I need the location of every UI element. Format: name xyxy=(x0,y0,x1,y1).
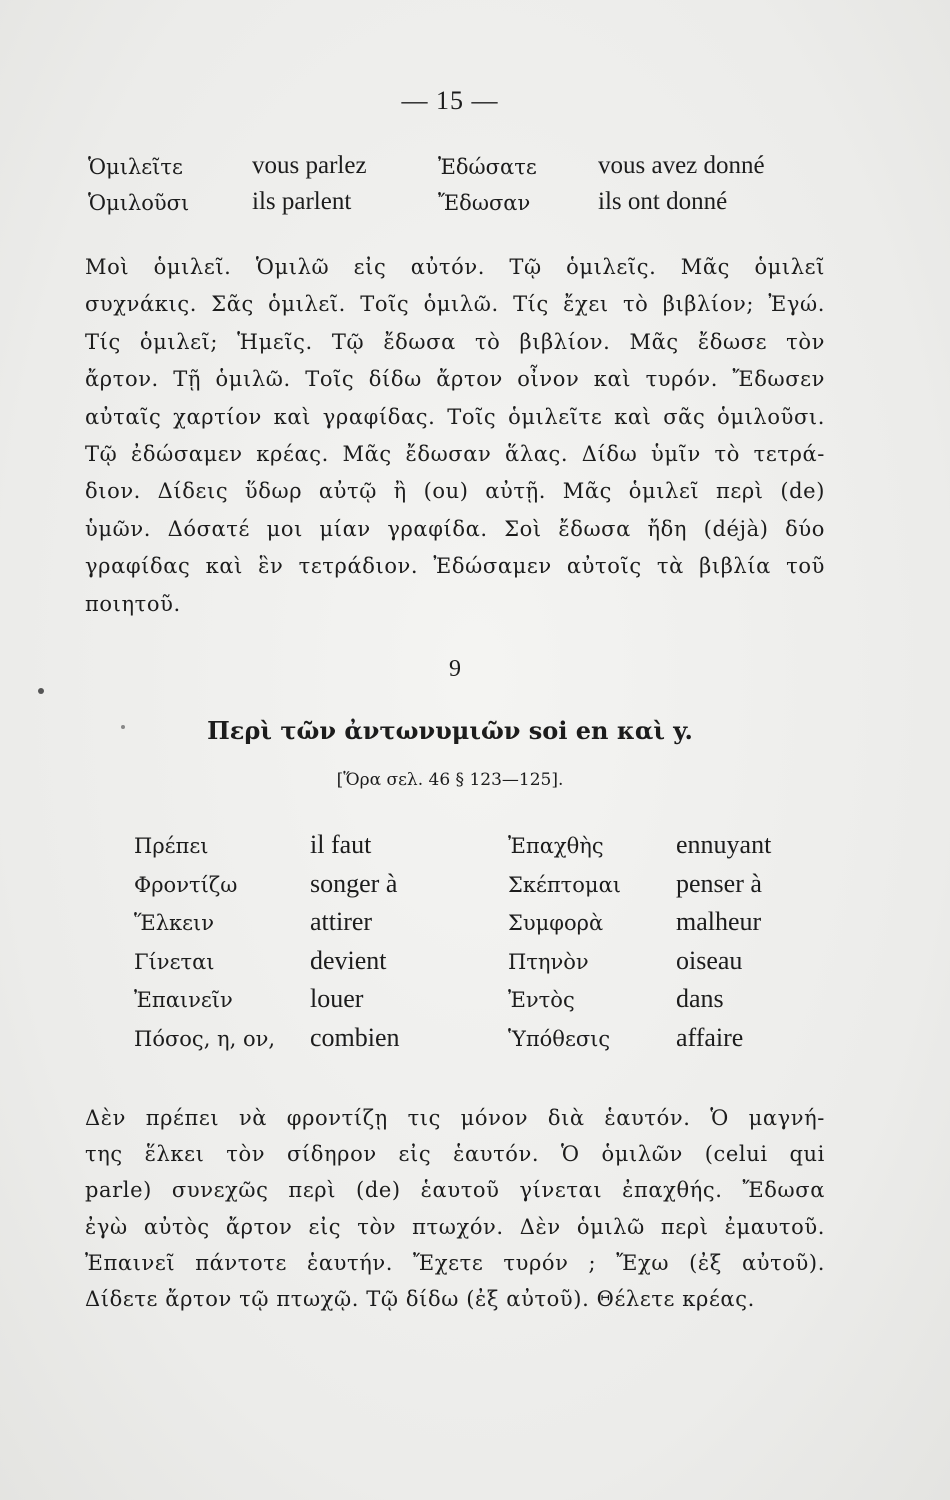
conjugation-row xyxy=(88,152,828,188)
greek-word: Γίνεται xyxy=(134,949,215,974)
text-line: γραφίδας καὶ ἓν τετράδιον. Ἐδώσαμεν αὐτοῖς τὰ βιβλία τοῦ xyxy=(85,554,825,579)
french-word: louer xyxy=(310,984,364,1013)
vocabulary-row xyxy=(134,1023,814,1062)
greek-word: Ἕλκειν xyxy=(134,911,215,935)
french-word: dans xyxy=(676,984,724,1013)
page-number: — 15 — xyxy=(401,86,499,115)
vocabulary-row xyxy=(134,946,814,985)
text-line: ἄρτον. Τῇ ὁμιλῶ. Τοῖς δίδω ἄρτον οἶνον καὶ τυρόν. Ἔδωσεν xyxy=(85,367,825,392)
greek-word: Ἐπαχθὴς xyxy=(508,834,604,858)
french-word: affaire xyxy=(676,1022,744,1052)
greek-word: Συμφορὰ xyxy=(508,911,604,935)
greek-word: Πτηνὸν xyxy=(508,949,589,974)
text-line: ποιητοῦ. xyxy=(85,591,181,616)
french-word: il faut xyxy=(310,830,372,859)
french-word: devient xyxy=(310,945,387,975)
french-word: penser à xyxy=(676,868,762,898)
vocabulary-table xyxy=(134,830,814,1061)
greek-word: Ἐντὸς xyxy=(508,988,575,1012)
text-line: Τῷ ἐδώσαμεν κρέας. Μᾶς ἔδωσαν ἅλας. Δίδω ὑμῖν τὸ τετρά- xyxy=(85,442,825,467)
text-line: Ἐπαινεῖ πάντοτε ἑαυτήν. Ἔχετε τυρόν ; Ἔχω (ἐξ αὐτοῦ). xyxy=(85,1250,825,1275)
french-word: malheur xyxy=(676,907,762,936)
french-word: ennuyant xyxy=(676,830,772,859)
french-translation: vous parlez xyxy=(252,152,367,179)
greek-word: Πόσος, η, ον, xyxy=(134,1026,276,1051)
french-word: songer à xyxy=(310,868,398,898)
vocabulary-row xyxy=(134,869,814,908)
greek-form: Ἐδώσατε xyxy=(438,155,537,179)
ink-spot xyxy=(38,688,44,694)
text-line: ὑμῶν. Δόσατέ μοι μίαν γραφίδα. Σοὶ ἔδωσα ἤδη (déjà) δύο xyxy=(85,516,825,541)
greek-word: Σκέπτομαι xyxy=(508,872,621,897)
text-line: συχνάκις. Σᾶς ὁμιλεῖ. Τοῖς ὁμιλῶ. Τίς ἔχει τὸ βιβλίον; Ἐγώ. xyxy=(85,292,825,317)
vocabulary-row xyxy=(134,830,814,869)
french-translation: ils parlent xyxy=(252,188,352,215)
french-word: attirer xyxy=(310,907,373,936)
conjugation-row xyxy=(88,188,828,224)
text-line: parle) συνεχῶς περὶ (de) ἑαυτοῦ γίνεται ἐπαχθής. Ἔδωσα xyxy=(85,1178,825,1203)
section-reference: [Ὅρα σελ. 46 § 123—125]. xyxy=(336,770,564,790)
greek-form: Ὁμιλεῖτε xyxy=(88,155,183,179)
greek-word: Ὑπόθεσις xyxy=(508,1026,611,1051)
exercise-paragraph-1 xyxy=(85,249,825,623)
conjugation-pairs xyxy=(88,152,828,224)
french-translation: vous avez donné xyxy=(598,152,765,179)
greek-word: Πρέπει xyxy=(134,834,209,858)
vocabulary-row xyxy=(134,984,814,1023)
french-translation: ils ont donné xyxy=(598,188,728,215)
text-line: αὐταῖς χαρτίον καὶ γραφίδας. Τοῖς ὁμιλεῖτε καὶ σᾶς ὁμιλοῦσι. xyxy=(85,404,825,429)
greek-word: Φροντίζω xyxy=(134,872,238,897)
text-line: ἐγὼ αὐτὸς ἄρτον εἰς τὸν πτωχόν. Δὲν ὁμιλῶ περὶ ἐμαυτοῦ. xyxy=(85,1214,825,1239)
text-line: Δὲν πρέπει νὰ φροντίζῃ τις μόνον διὰ ἑαυτόν. Ὁ μαγνή- xyxy=(85,1106,825,1130)
greek-form: Ὁμιλοῦσι xyxy=(88,191,190,215)
french-word: oiseau xyxy=(676,945,743,975)
french-word: combien xyxy=(310,1022,400,1052)
text-line: Μοὶ ὁμιλεῖ. Ὁμιλῶ εἰς αὐτόν. Τῷ ὁμιλεῖς. Μᾶς ὁμιλεῖ xyxy=(85,255,825,279)
text-line: της ἕλκει τὸν σίδηρον εἰς ἑαυτόν. Ὁ ὁμιλῶν (celui qui xyxy=(85,1142,825,1167)
text-line: διον. Δίδεις ὕδωρ αὐτῷ ἢ (ou) αὐτῇ. Μᾶς ὁμιλεῖ περὶ (de) xyxy=(85,479,825,504)
section-title: Περὶ τῶν ἀντωνυμιῶν soi en καὶ y. xyxy=(207,716,693,745)
ink-spot xyxy=(121,725,125,729)
exercise-paragraph-2 xyxy=(85,1100,825,1317)
greek-form: Ἔδωσαν xyxy=(438,191,531,215)
greek-word: Ἐπαινεῖν xyxy=(134,988,233,1012)
text-line: Δίδετε ἄρτον τῷ πτωχῷ. Τῷ δίδω (ἐξ αὐτοῦ). Θέλετε κρέας. xyxy=(85,1287,755,1312)
vocabulary-row xyxy=(134,907,814,946)
text-line: Τίς ὁμιλεῖ; Ἡμεῖς. Τῷ ἔδωσα τὸ βιβλίον. Μᾶς ἔδωσε τὸν xyxy=(85,329,825,354)
section-number: 9 xyxy=(449,656,461,682)
